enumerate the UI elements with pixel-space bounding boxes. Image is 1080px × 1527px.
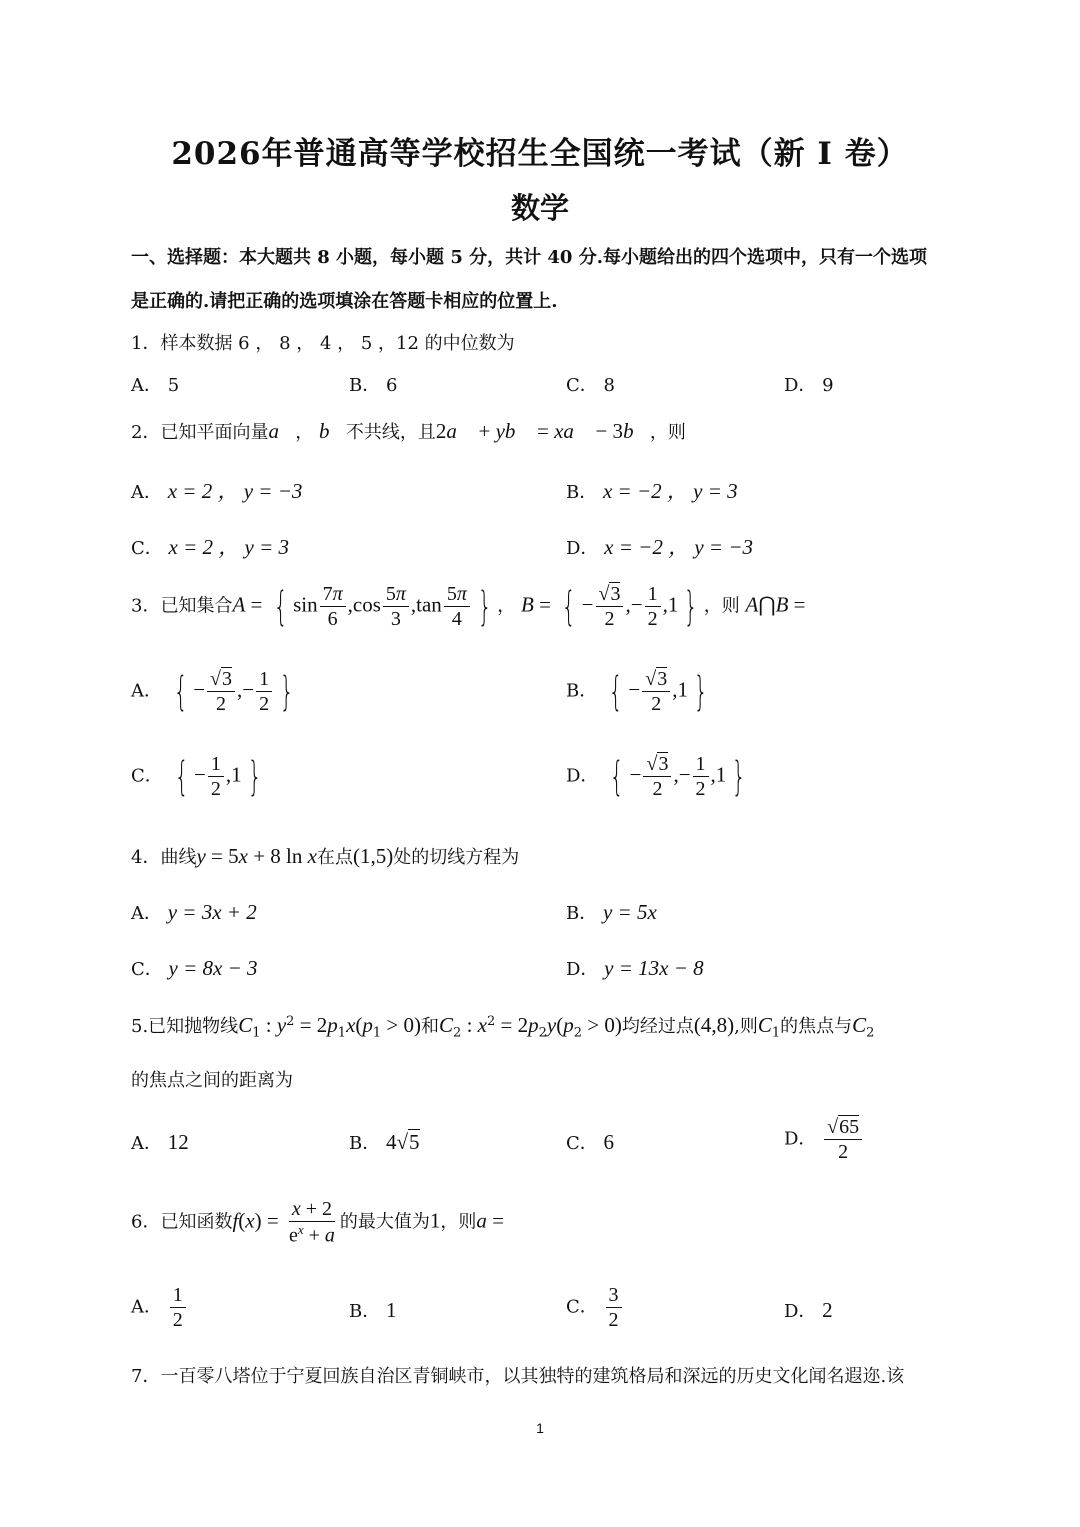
q3-option-a: A． { − $\frac{√3}{2}$ ,− $\frac{1}{2}$ } [131, 668, 294, 715]
q2-option-a: A． x = 2 ， y = −3 [131, 479, 303, 503]
q4-option-c: C． y = 8x − 3 [131, 956, 258, 980]
q3-option-c: C． { − $\frac{1}{2}$ ,1 } [131, 753, 262, 800]
question-5-stem-line2: 的焦点之间的距离为 [131, 1070, 293, 1091]
exam-title: 2026年普通高等学校招生全国统一考试（新 I 卷） [171, 136, 909, 172]
q5-option-c: C． 6 [566, 1130, 615, 1154]
q1-option-b: B． 6 [349, 375, 398, 396]
q4-option-a: A． y = 3x + 2 [131, 900, 257, 924]
q3-option-b: B． { − $\frac{√3}{2}$ ,1 } [566, 668, 708, 715]
q6-option-d: D． 2 [784, 1298, 833, 1322]
q1-option-a: A． 5 [131, 375, 180, 396]
q2-option-c: C． x = 2 ， y = 3 [131, 535, 289, 559]
q4-option-d: D． y = 13x − 8 [566, 956, 704, 980]
question-1-stem: 1．样本数据 6 ， 8 ， 4 ， 5 ，12 的中位数为 [131, 333, 515, 354]
question-6-stem: 6．已知函数f(x) = $\frac{x + 2}{e^x + a}$ 的最大值为1，则a = [131, 1198, 505, 1247]
question-5-stem: 5.已知抛物线$C_1$ : $y^2 = 2p_1x(p_1 > 0)$和$C_2$ : $x^2 = 2p_2y(p_2 > 0)$均经过点(4,8),则$C_1$的焦点与$C_2$ [131, 1013, 875, 1041]
q1-option-d: D． 9 [784, 375, 834, 396]
q4-option-b: B． y = 5x [566, 900, 657, 924]
q5-option-b: B． 4√5 [349, 1130, 420, 1154]
q2-option-b: B． x = −2 ， y = 3 [566, 479, 738, 503]
q2-post: ，则 [649, 422, 686, 443]
q5-option-a: A． 12 [131, 1130, 189, 1154]
q5-option-d: D． $\frac{√65}{2}$ [784, 1116, 864, 1163]
q6-option-a: A． $\frac{1}{2}$ [131, 1284, 188, 1331]
q3-option-d: D． { − $\frac{√3}{2}$ ,− $\frac{1}{2}$ ,1 } [566, 753, 747, 800]
question-3-stem: 3．已知集合A = { sin $\frac{7\pi}{6}$ ,cos $\frac{5\pi}{3}$ ,tan $\frac{5\pi}{4}$ } ， B = { − $\frac{√3}{2}$ ,− $\frac{1}{2}$ ,1 } ，则 A⋂B = [131, 583, 806, 630]
question-4-stem: 4．曲线y = 5x + 8 ln x在点(1,5)处的切线方程为 [131, 844, 520, 868]
q2-pre: 2．已知平面向量 [131, 422, 269, 443]
subject-title: 数学 [510, 191, 569, 225]
q1-option-c: C． 8 [566, 375, 615, 396]
q2-option-d: D． x = −2 ， y = −3 [566, 535, 753, 559]
page-number: 1 [536, 1420, 544, 1436]
section-instructions-line2: 是正确的.请把正确的选项填涂在答题卡相应的位置上. [131, 291, 558, 312]
question-7-stem: 7．一百零八塔位于宁夏回族自治区青铜峡市，以其独特的建筑格局和深远的历史文化闻名遐迩.该 [131, 1366, 905, 1387]
q2-mid: 不共线，且 [345, 422, 436, 443]
q6-option-c: C． $\frac{3}{2}$ [566, 1284, 624, 1331]
q6-option-b: B． 1 [349, 1298, 397, 1322]
question-2-stem: 2．已知平面向量a⃗， b⃗不共线，且2a⃗ + yb⃗ = xa⃗ − 3b⃗，则 [131, 419, 686, 443]
section-instructions-line1: 一、选择题：本大题共 8 小题，每小题 5 分，共计 40 分.每小题给出的四个选项中，只有一个选项 [131, 247, 927, 268]
